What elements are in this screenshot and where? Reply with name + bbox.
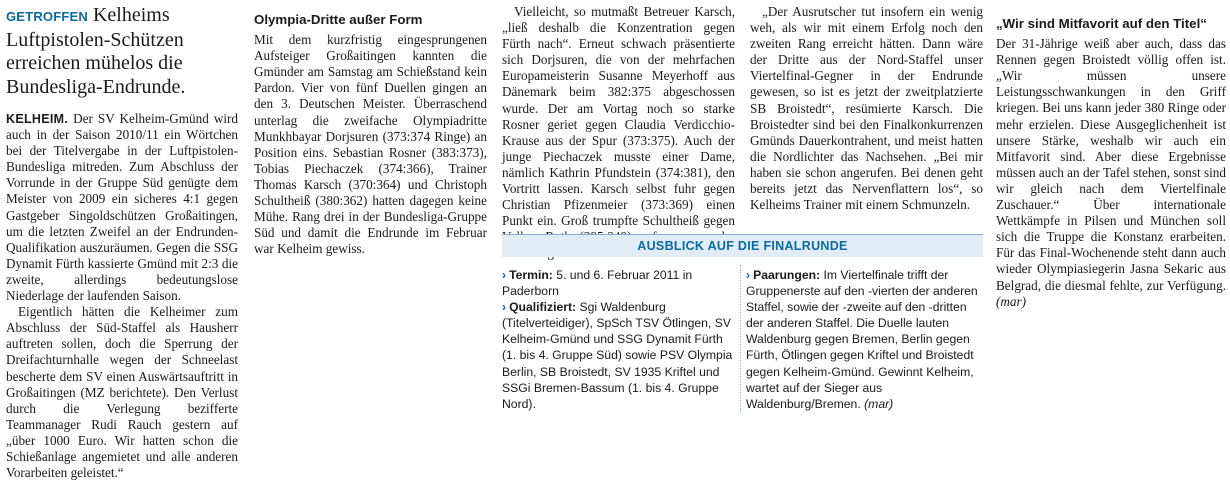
infobox-title: AUSBLICK AUF DIE FINALRUNDE: [502, 235, 983, 257]
article-subhead-2: „Wir sind Mitfavorit auf den Titel“: [996, 16, 1207, 31]
paarungen-label: Paarungen:: [753, 268, 821, 282]
termin-label: Termin:: [509, 268, 553, 282]
infobox-left-column: [502, 267, 734, 412]
article-paragraph-4: Vielleicht, so mutmaßt Betreuer Karsch, „ließ deshalb die Konzentration gegen Fürth nach“. Erneut schwach präsentierte sich Dorjsuren, die von der mehrfachen Europameisterin Susanne Meyerhoff aus Dänemark beim 382:375 abgeschossen wurde. Der am Vortag noch so starke Rosner geriet gegen Claudia Verdicchio-Krause aus der Spur (373:375). Auch der junge Piechaczek musste einer Dame, nämlich Kathrin Pfundstein (374:381), den Vortritt lassen. Karsch selbst fuhr gegen Christian Pfizenmeier (373:369) einen Punkt ein. Groß trumpfte Schultheiß gegen: [502, 4, 735, 229]
termin-text: 5. und 6. Februar 2011 in Paderborn: [502, 268, 693, 299]
column-1: [6, 4, 238, 481]
article-headline: Kelheims Luftpistolen-Schützen erreichen mühelos die Bundesliga-Endrunde.: [6, 4, 186, 98]
column-2: [254, 4, 487, 257]
article-paragraph-6: [996, 36, 1226, 310]
qualifiziert-label: Qualifiziert:: [509, 300, 577, 315]
article-paragraph-5: „Der Ausrutscher tut insofern ein wenig weh, als wir mit einem Erfolg noch den zweiten Rang erreicht hätten. Dann wäre der Dritte aus der Nord-Staffel unser Viertelfinal-Gegner in der Endrunde gewesen, so ist es jetzt der zweitplatzierte SB Broistedt“, resümierte Karsch. Die Broistedter sind bei den Finalkonkurrenzen Gmünds Dauerkontrahent, und meist hatten die Nordlichter das Nachsehen. „Bei mir haben sie schon angerufen. Bei denen geht bereits jetzt das Nervenflattern los“, so Kelheims Trainer mit einem Schmunzeln.: [750, 4, 983, 213]
column-4: [750, 4, 983, 213]
article-dateline: KELHEIM.: [6, 112, 69, 126]
infobox-divider: [740, 265, 741, 413]
article-lead-text: Der SV Kelheim-Gmünd wird auch in der Saison 2010/11 ein Wörtchen bei der Titelvergabe in der Luftpistolen-Bundesliga mitreden. Zum Abschluss der Vorrunde in der Gruppe Süd genügte dem Meister von 2009 ein sicheres 4:1 gegen Gastgeber Singoldschützen Großaitingen, um die letzten Zweifel an der Endrunden-Qualifikation auszuräumen. Gegen die SSG Dynamit Fürth kassierte Gmünd mit 2:3 die zweite, allerdings bedeutungslose Niederlage der laufenden Saison.: [6, 111, 238, 304]
article-subhead-1: Olympia-Dritte außer Form: [254, 12, 423, 27]
article-lead-paragraph: [6, 111, 238, 304]
column-3: [502, 4, 735, 262]
article-kicker: GETROFFEN: [6, 9, 88, 24]
infobox-termin: [502, 267, 734, 299]
infobox-credit: (mar): [864, 396, 894, 411]
qualifiziert-text: Sgi Waldenburg (Titelverteidiger), SpSch TSV Ötlingen, SV Kelheim-Gmünd und SSG Dynamit Fürth (1. bis 4. Gruppe Süd) sowie PSV Olympia Berlin, SB Broistedt, SV 1935 Kriftel und SSGi Bremen-Bassum (1. bis 4. Gruppe Nord).: [502, 300, 733, 411]
article-headline-block: [6, 4, 238, 99]
chevron-right-icon: ›: [746, 268, 751, 282]
infobox-right-column: [746, 267, 982, 412]
article-credit: (mar): [996, 293, 1027, 309]
article-paragraph-2: Eigentlich hätten die Kelheimer zum Abschluss der Süd-Staffel als Hausherr auftreten sollen, doch die Sperrung der Dreifachturnhalle wegen der Schneelast bescherte dem SV einen Auswärtsauftritt in Großaitingen (MZ berichtete). Den Verlust durch die Verlegung bezifferte Teammanager Rudi Rauch gestern auf „über 1000 Euro. Wir hatten schon die Schießanlage angemietet und alle anderen Vorarbeiten geleistet.“: [6, 304, 238, 481]
article-paragraph-3: Mit dem kurzfristig eingesprungenen Aufsteiger Großaitingen kannten die Gmünder am Samstag am Schießstand kein Pardon. Vier von fünf Duellen gingen an den 3. Deutschen Meister. Überraschend unterlag die zweifache Olympiadritte Munkhbayar Dorjsuren (373:374 Ringe) an Position eins. Sebastian Rosner (383:373), Tobias Piechaczek (374:366), Trainer Thomas Karsch (370:364) und Christoph Schultheiß (380:362) hatten dagegen keine Mühe. Rang drei in der Bundesliga-Gruppe Süd und damit die Endrunde im Februar war Kelheim gewiss.: [254, 32, 487, 257]
column-5: [996, 4, 1226, 310]
outlook-infobox: [502, 234, 983, 416]
article-paragraph-6-text: Der 31-Jährige weiß aber auch, dass das Rennen gegen Broistedt völlig offen ist. „Wir müssen unsere Leistungsschwankungen in den Griff kriegen. Bei uns kann jeder 380 Ringe oder mehr erzielen. Diese Ausgeglichenheit ist unsere Stärke, weshalb wir auch ein Mitfavorit sind. Aber diese Ergebnisse müssen auch an der Tafel stehen, sonst sind wir gleich nach dem Viertelfinale Zuschauer.“ Über internationale Wettkämpfe in Pilsen und München soll sich die Truppe die Konstanz erarbeiten. Für das Final-Wochenende steht dann auch wieder Olympiasiegerin Jasna Sekaric aus Belgrad, die diesmal fehlte, zur Verfügung.: [996, 36, 1226, 293]
paarungen-text: Im Viertelfinale trifft der Gruppenerste auf den -vierten der anderen Staffel, sowie der -zweite auf den -dritten der anderen Staffel. Die Duelle lauten Waldenburg gegen Bremen, Berlin gegen Fürth, Ötlingen gegen Kriftel und Broistedt gegen Kelheim-Gmünd. Gewinnt Kelheim, wartet auf der Sieger aus Waldenburg/Bremen.: [746, 268, 978, 411]
chevron-right-icon: ›: [502, 268, 507, 282]
chevron-right-icon: ›: [502, 300, 507, 315]
infobox-qualifiziert: [502, 299, 734, 412]
infobox-paarungen: [746, 267, 982, 412]
